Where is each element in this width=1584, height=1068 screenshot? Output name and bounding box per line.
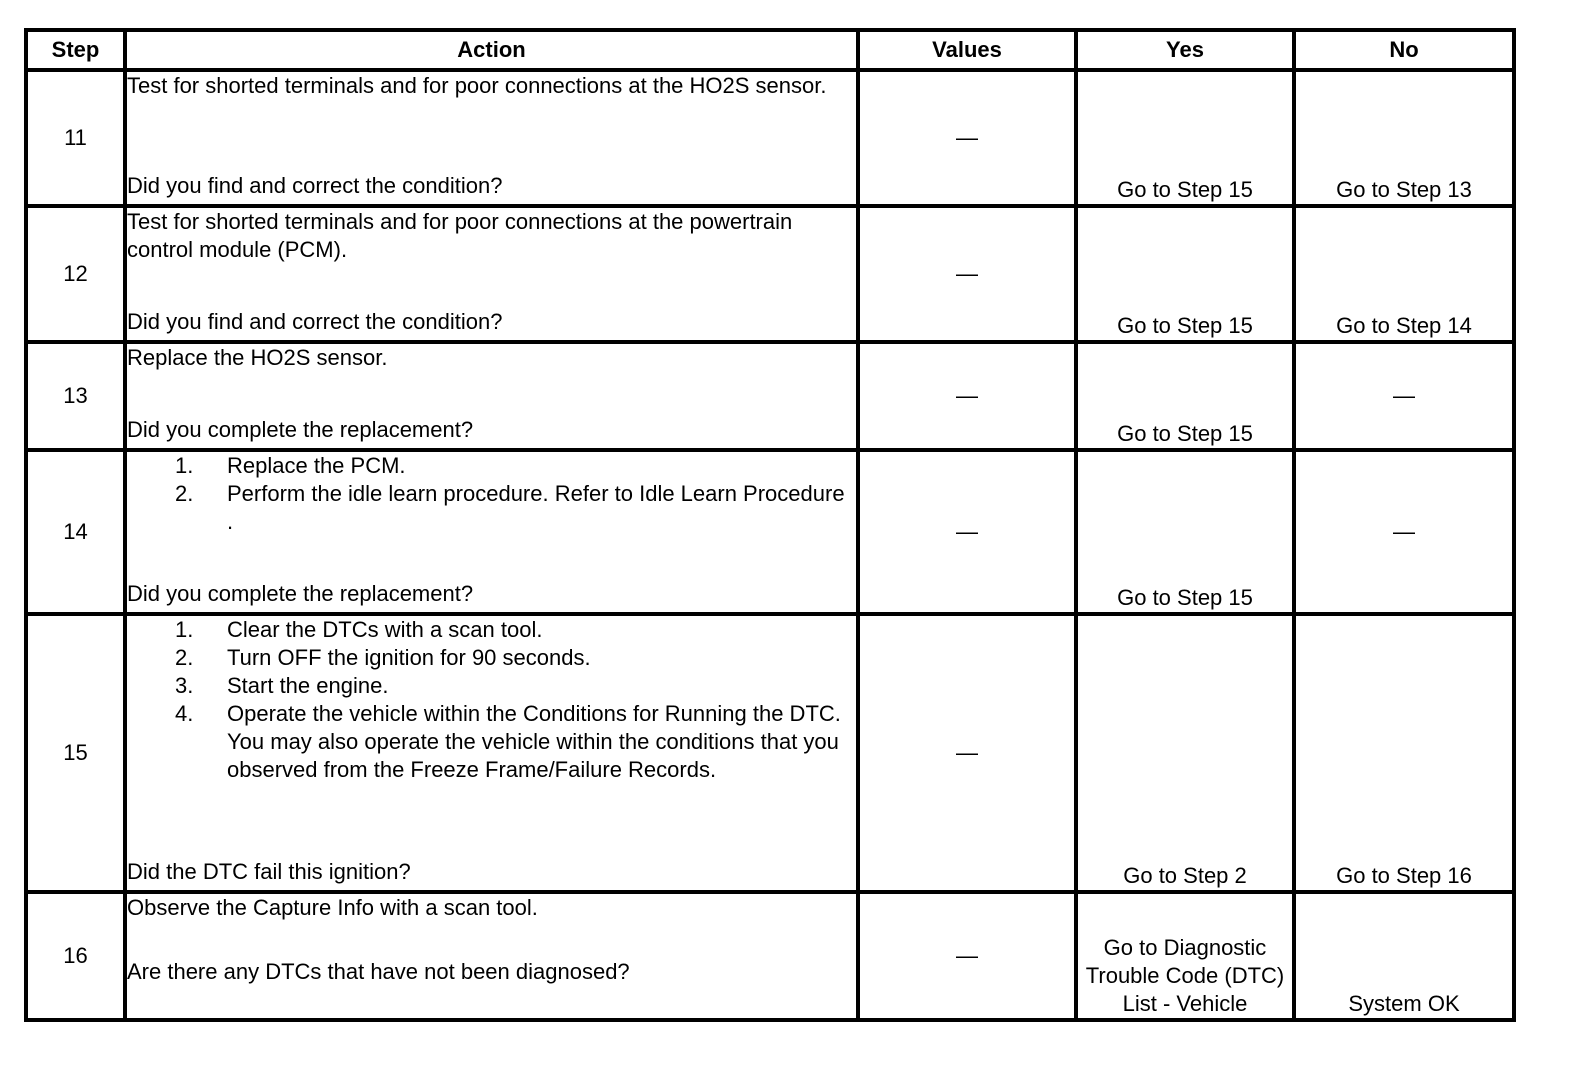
list-item — [127, 452, 856, 480]
yes-cell: Go to Step 15 — [1076, 70, 1294, 206]
list-item — [127, 616, 856, 644]
list-number: 2. — [175, 481, 194, 506]
list-text: Perform the idle learn procedure. Refer to Idle Learn Procedure . — [227, 481, 845, 534]
action-cell — [125, 614, 858, 892]
no-cell: — — [1294, 342, 1514, 450]
list-text: Replace the PCM. — [227, 453, 406, 478]
list-text: Operate the vehicle within the Conditions for Running the DTC. You may also operate the vehicle within the conditions that you observed from the Freeze Frame/Failure Records. — [227, 701, 841, 782]
no-cell: Go to Step 14 — [1294, 206, 1514, 342]
step-number: 15 — [26, 614, 125, 892]
no-cell: — — [1294, 450, 1514, 614]
header-row — [26, 30, 1514, 70]
diagnostic-table — [24, 28, 1516, 1022]
action-question: Did you complete the replacement? — [127, 581, 474, 606]
step-number: 11 — [26, 70, 125, 206]
step-number: 13 — [26, 342, 125, 450]
values-cell: — — [858, 206, 1076, 342]
list-item — [127, 480, 856, 536]
action-question: Are there any DTCs that have not been diagnosed? — [127, 959, 630, 984]
yes-cell: Go to Step 15 — [1076, 342, 1294, 450]
list-text: Turn OFF the ignition for 90 seconds. — [227, 645, 591, 670]
no-cell: System OK — [1294, 892, 1514, 1020]
header-step: Step — [26, 30, 125, 70]
values-cell: — — [858, 70, 1076, 206]
action-list — [127, 616, 856, 784]
action-cell — [125, 70, 858, 206]
values-cell: — — [858, 342, 1076, 450]
action-text: Replace the HO2S sensor. — [127, 345, 388, 370]
no-cell: Go to Step 13 — [1294, 70, 1514, 206]
action-question: Did the DTC fail this ignition? — [127, 859, 411, 884]
list-number: 4. — [175, 701, 194, 726]
list-text: Start the engine. — [227, 673, 389, 698]
header-values: Values — [858, 30, 1076, 70]
yes-cell: Go to Step 15 — [1076, 450, 1294, 614]
table-row — [26, 450, 1514, 614]
table-row — [26, 70, 1514, 206]
action-cell — [125, 206, 858, 342]
values-cell: — — [858, 450, 1076, 614]
step-number: 16 — [26, 892, 125, 1020]
action-cell — [125, 450, 858, 614]
list-item — [127, 700, 856, 784]
header-no: No — [1294, 30, 1514, 70]
list-number: 1. — [175, 453, 194, 478]
step-number: 12 — [26, 206, 125, 342]
action-cell — [125, 342, 858, 450]
yes-cell: Go to Step 15 — [1076, 206, 1294, 342]
action-text: Test for shorted terminals and for poor connections at the HO2S sensor. — [127, 73, 827, 98]
header-yes: Yes — [1076, 30, 1294, 70]
action-question: Did you find and correct the condition? — [127, 309, 503, 334]
table-row — [26, 206, 1514, 342]
yes-cell: Go to Step 2 — [1076, 614, 1294, 892]
list-item — [127, 644, 856, 672]
action-question: Did you complete the replacement? — [127, 417, 474, 442]
list-number: 2. — [175, 645, 194, 670]
list-text: Clear the DTCs with a scan tool. — [227, 617, 543, 642]
no-cell: Go to Step 16 — [1294, 614, 1514, 892]
table-row — [26, 892, 1514, 1020]
action-question: Did you find and correct the condition? — [127, 173, 503, 198]
action-cell — [125, 892, 858, 1020]
list-item — [127, 672, 856, 700]
action-text: Test for shorted terminals and for poor connections at the powertrain control module (PCM). — [127, 209, 793, 262]
header-action: Action — [125, 30, 858, 70]
action-text: Observe the Capture Info with a scan tool. — [127, 895, 538, 920]
table-row — [26, 342, 1514, 450]
values-cell: — — [858, 892, 1076, 1020]
list-number: 1. — [175, 617, 194, 642]
yes-cell: Go to Diagnostic Trouble Code (DTC) List - Vehicle — [1076, 892, 1294, 1020]
values-cell: — — [858, 614, 1076, 892]
table-row — [26, 614, 1514, 892]
step-number: 14 — [26, 450, 125, 614]
action-list — [127, 452, 856, 536]
list-number: 3. — [175, 673, 194, 698]
